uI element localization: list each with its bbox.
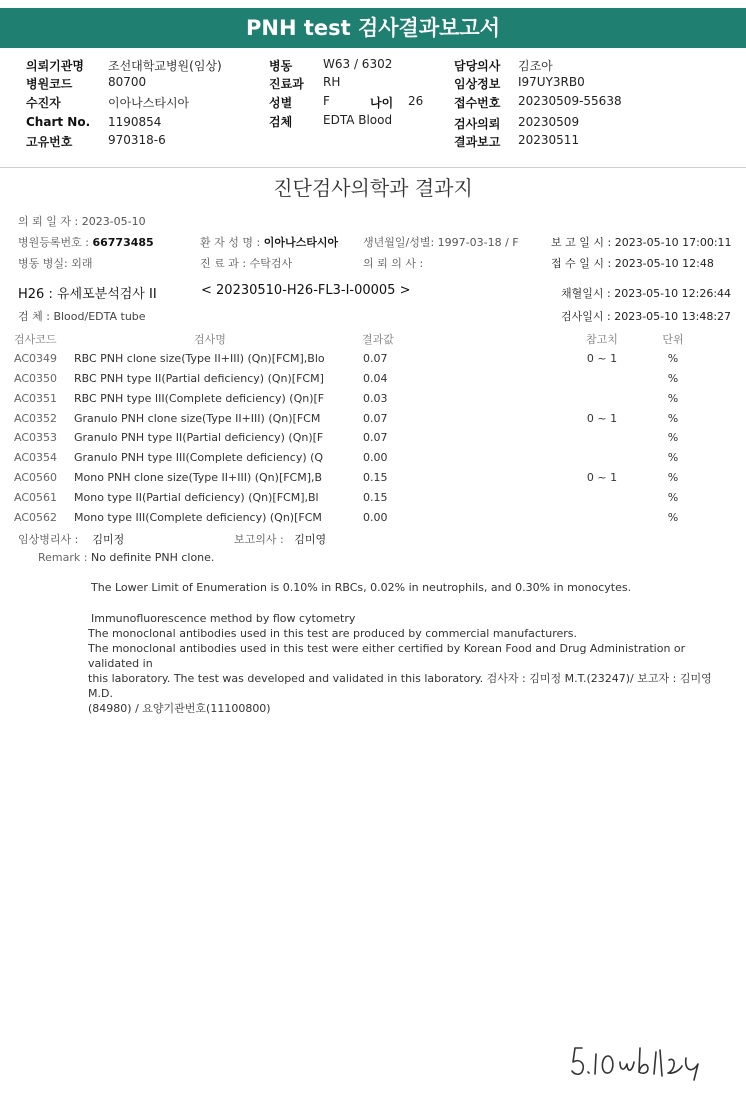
cell-unit: %: [667, 490, 679, 504]
value-sex: F: [323, 94, 330, 108]
reporting-physician: [234, 531, 326, 547]
antibody-line-3: this laboratory. The test was developed and validated in this laboratory. 검사자 : 김미정 M.T.(23247)/ 보고자 : 김미영 M.D.: [88, 672, 712, 700]
table-row: [14, 349, 698, 369]
value-institution: 조선대학교병원(임상): [108, 59, 222, 73]
cell-code: AC0350: [14, 371, 58, 385]
table-row: [14, 369, 698, 389]
value-patient: 이아나스타시아: [108, 96, 190, 110]
pathologist-label: 임상병리사 :: [18, 533, 79, 546]
cell-unit: %: [667, 371, 679, 385]
cell-reference: [556, 428, 648, 448]
cell-unit: %: [667, 431, 679, 445]
cell-unit: %: [667, 510, 679, 524]
cell-result: 0.15: [363, 490, 388, 504]
registration-number: [18, 234, 154, 250]
cell-code: AC0349: [14, 352, 58, 366]
collection-datetime: 채혈일시 : 2023-05-10 12:26:44: [561, 287, 732, 300]
cell-result: 0.07: [363, 431, 388, 445]
cell-result: 0.00: [363, 510, 388, 524]
value-doctor: 김조아: [518, 59, 553, 73]
header-unit: 단위: [662, 332, 684, 346]
label-hospital-code: 병원코드: [26, 77, 73, 91]
table-row: [14, 507, 698, 527]
method-line: Immunofluorescence method by flow cytometry: [91, 612, 356, 625]
method-paragraph: [88, 611, 728, 716]
lower-limit-note: The Lower Limit of Enumeration is 0.10% in RBCs, 0.02% in neutrophils, and 0.30% in monocytes.: [91, 581, 632, 594]
cell-reference: [556, 388, 648, 408]
cell-code: AC0351: [14, 391, 58, 405]
cell-code: AC0353: [14, 431, 58, 445]
cell-unit: %: [667, 391, 679, 405]
cell-result: 0.00: [363, 451, 388, 465]
label-unique-no: 고유번호: [26, 135, 73, 149]
cell-code: AC0354: [14, 451, 58, 465]
cell-reference: [556, 448, 648, 468]
value-department: RH: [323, 75, 341, 89]
handwritten-signature: [568, 1040, 718, 1090]
remark-label: Remark :: [38, 551, 88, 564]
table-row: [14, 408, 698, 428]
patient-name-value: 이아나스타시아: [263, 236, 339, 249]
label-department: 진료과: [269, 77, 304, 91]
cell-code: AC0352: [14, 411, 58, 425]
label-clinical-info: 임상정보: [454, 77, 501, 91]
patient-name: [200, 234, 338, 250]
ward-room: 병동 병실: 외래: [18, 257, 93, 270]
cell-unit: %: [667, 411, 679, 425]
label-age: 나이: [370, 96, 394, 110]
test-id: < 20230510-H26-FL3-I-00005 >: [201, 283, 411, 298]
cell-test-name: Granulo PNH clone size(Type II+III) (Qn)[FCM: [74, 411, 321, 425]
cell-code: AC0560: [14, 470, 58, 484]
value-age: 26: [408, 94, 424, 108]
label-receipt-no: 접수번호: [454, 96, 501, 110]
antibody-line-1: The monoclonal antibodies used in this test are produced by commercial manufacturers.: [88, 627, 578, 640]
date-of-birth: 생년월일/성별: 1997-03-18 / F: [363, 236, 519, 249]
cell-test-name: Mono type II(Partial deficiency) (Qn)[FCM],Bl: [74, 490, 319, 504]
label-request-date: 검사의뢰: [454, 117, 501, 131]
received-datetime: 접 수 일 시 : 2023-05-10 12:48: [551, 257, 714, 270]
specimen-type: 검 체 : Blood/EDTA tube: [18, 310, 146, 323]
value-request-date: 20230509: [518, 115, 580, 129]
report-datetime: 보 고 일 시 : 2023-05-10 17:00:11: [551, 236, 732, 249]
table-row: [14, 448, 698, 468]
cell-test-name: RBC PNH clone size(Type II+III) (Qn)[FCM],Blo: [74, 352, 325, 366]
patient-name-label: 환 자 성 명 :: [200, 236, 261, 249]
value-clinical-info: I97UY3RB0: [518, 75, 585, 89]
results-table: [14, 329, 698, 527]
cell-result: 0.07: [363, 352, 388, 366]
cell-unit: %: [667, 470, 679, 484]
cell-code: AC0562: [14, 510, 58, 524]
header-result: 결과값: [362, 332, 394, 346]
pathologist-name: 김미정: [92, 533, 125, 546]
reporter-label: 보고의사 :: [234, 533, 284, 546]
cell-reference: 0 ~ 1: [586, 411, 618, 425]
value-specimen: EDTA Blood: [323, 113, 393, 127]
remark-text: No definite PNH clone.: [90, 551, 215, 564]
cell-test-name: Granulo PNH type III(Complete deficiency) (Q: [74, 451, 324, 465]
section-divider: [0, 167, 746, 168]
table-row: [14, 428, 698, 448]
test-name: H26 : 유세포분석검사 II: [18, 287, 157, 302]
antibody-line-2: The monoclonal antibodies used in this test were either certified by Korean Food and Drug Administration or validated in: [88, 642, 686, 670]
test-datetime: 검사일시 : 2023-05-10 13:48:27: [561, 310, 732, 323]
cell-test-name: RBC PNH type II(Partial deficiency) (Qn)[FCM]: [74, 371, 324, 385]
cell-test-name: Mono type III(Complete deficiency) (Qn)[FCM: [74, 510, 322, 524]
remark: [38, 551, 214, 564]
cell-result: 0.07: [363, 411, 388, 425]
value-hospital-code: 80700: [108, 75, 147, 89]
cell-result: 0.15: [363, 470, 388, 484]
requesting-physician: 의 뢰 의 사 :: [363, 257, 424, 270]
label-doctor: 담당의사: [454, 59, 501, 73]
table-row: [14, 487, 698, 507]
cell-test-name: RBC PNH type III(Complete deficiency) (Qn)[F: [74, 391, 325, 405]
pathologist: [18, 531, 124, 547]
cell-result: 0.04: [363, 371, 388, 385]
table-row: [14, 468, 698, 488]
cell-reference: 0 ~ 1: [586, 352, 618, 366]
cell-unit: %: [667, 352, 679, 366]
label-sex: 성별: [269, 96, 293, 110]
table-header-row: [14, 329, 698, 349]
cell-unit: %: [667, 451, 679, 465]
label-institution: 의뢰기관명: [26, 59, 84, 73]
label-chart-no: Chart No.: [26, 115, 91, 129]
cell-test-name: Granulo PNH type II(Partial deficiency) (Qn)[F: [74, 431, 324, 445]
cell-test-name: Mono PNH clone size(Type II+III) (Qn)[FCM],B: [74, 470, 323, 484]
report-title: PNH test 검사결과보고서: [0, 8, 746, 48]
registration-label: 병원등록번호 :: [18, 236, 89, 249]
cell-reference: 0 ~ 1: [586, 470, 618, 484]
header-code: 검사코드: [14, 332, 57, 346]
cell-reference: [556, 507, 648, 527]
document-title: 진단검사의학과 결과지: [273, 176, 473, 200]
header-test-name: 검사명: [194, 332, 226, 346]
value-ward: W63 / 6302: [323, 57, 393, 71]
value-report-date: 20230511: [518, 133, 580, 147]
cell-reference: [556, 487, 648, 507]
table-row: [14, 388, 698, 408]
request-date: 의 뢰 일 자 : 2023-05-10: [18, 215, 146, 228]
header-reference: 참고치: [586, 332, 618, 346]
registration-value: 66773485: [92, 236, 154, 249]
value-unique-no: 970318-6: [108, 133, 166, 147]
cell-reference: [556, 369, 648, 389]
value-chart-no: 1190854: [108, 115, 162, 129]
antibody-line-4: (84980) / 요양기관번호(11100800): [88, 702, 271, 715]
label-ward: 병동: [269, 59, 293, 73]
info-panel: [0, 54, 746, 164]
label-report-date: 결과보고: [454, 135, 501, 149]
label-patient: 수진자: [26, 96, 61, 110]
reporter-name: 김미영: [294, 533, 327, 546]
label-specimen: 검체: [269, 115, 293, 129]
cell-code: AC0561: [14, 490, 58, 504]
value-receipt-no: 20230509-55638: [518, 94, 622, 108]
cell-result: 0.03: [363, 391, 388, 405]
clinical-department: 진 료 과 : 수탁검사: [200, 257, 293, 270]
